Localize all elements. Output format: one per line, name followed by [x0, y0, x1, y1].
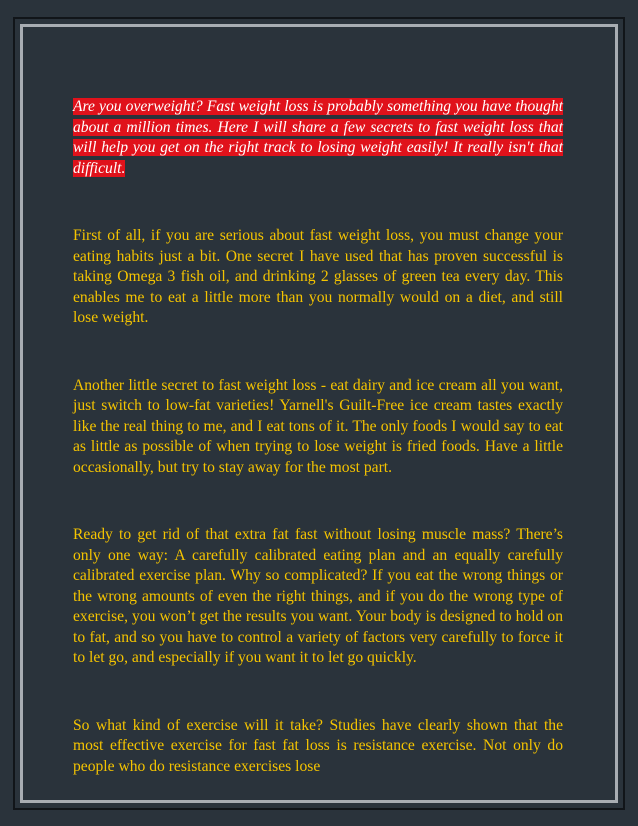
paragraph-2: Another little secret to fast weight loss - eat dairy and ice cream all you want, just switch to low-fat varieties! Yarnell's Guilt-Free ice cream tastes exactly like the real thing to me, and I eat tons of it. The only foods I would say to eat as little as possible of when trying to lose weight is fried foods. Have a little occasionally, but try to stay away for the most part.: [73, 376, 563, 476]
intro-highlight: Are you overweight? Fast weight loss is probably something you have thought about a million times. Here I will share a few secrets to fast weight loss that will help you get on the right track to losing weight easily! It really isn't that difficult.: [73, 98, 563, 177]
paragraph-1: First of all, if you are serious about fast weight loss, you must change your eating habits just a bit. One secret I have used that has proven successful is taking Omega 3 fish oil, and drinking 2 glasses of green tea every day. This enables me to eat a little more than you normally would on a diet, and still lose weight.: [73, 227, 563, 326]
intro-paragraph: [73, 97, 563, 179]
paragraph-3: Ready to get rid of that extra fat fast without losing muscle mass? There’s only one way: A carefully calibrated eating plan and an equally carefully calibrated exercise plan. Why so complicated? If you eat the wrong things or the wrong amounts of even the right things, and if you do the wrong type of exercise, you won’t get the results you want. Your body is designed to hold on to fat, and so you have to control a variety of factors very carefully to force it to let go, and especially if you want it to let go quickly.: [73, 526, 563, 666]
document-body: [73, 97, 563, 824]
paragraph-4: So what kind of exercise will it take? Studies have clearly shown that the most effective exercise for fast fat loss is resistance exercise. Not only do people who do resistance exercises lose: [73, 716, 563, 775]
